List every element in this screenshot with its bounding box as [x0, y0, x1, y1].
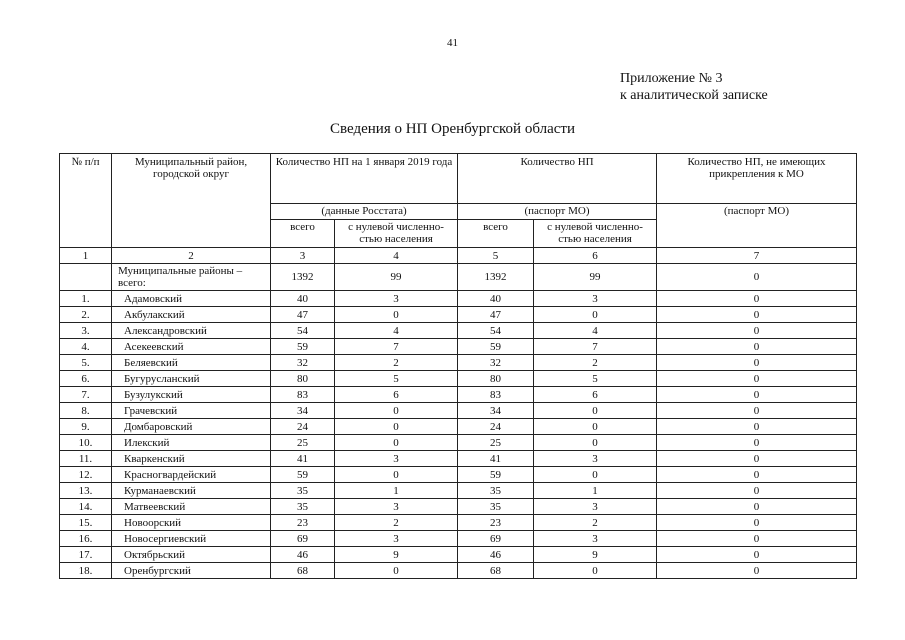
row-number-cell: 12. [60, 467, 112, 483]
district-name-cell: Асекеевский [112, 339, 271, 355]
row-number-cell: 1. [60, 291, 112, 307]
mo-zero-pop-cell: 3 [534, 499, 657, 515]
mo-total-cell: 68 [458, 563, 534, 579]
mo-zero-pop-cell: 0 [534, 435, 657, 451]
rosstat-total-cell: 24 [271, 419, 335, 435]
row-number-cell: 6. [60, 371, 112, 387]
rosstat-zero-pop-cell: 3 [335, 291, 458, 307]
district-name-cell: Новоорский [112, 515, 271, 531]
row-number-cell: 14. [60, 499, 112, 515]
row-number-cell: 9. [60, 419, 112, 435]
district-name-cell: Матвеевский [112, 499, 271, 515]
total-rosstat-total: 1392 [271, 264, 335, 291]
mo-total-cell: 54 [458, 323, 534, 339]
table-row [60, 307, 857, 323]
row-number-cell: 18. [60, 563, 112, 579]
no-attachment-cell: 0 [657, 435, 857, 451]
column-number: 4 [335, 248, 458, 264]
no-attachment-cell: 0 [657, 371, 857, 387]
row-number-cell: 8. [60, 403, 112, 419]
header-mo-zero-pop: с нулевой численно-стью населения [534, 220, 657, 248]
mo-total-cell: 83 [458, 387, 534, 403]
table-row [60, 387, 857, 403]
rosstat-total-cell: 46 [271, 547, 335, 563]
row-number-cell: 7. [60, 387, 112, 403]
settlements-table [59, 153, 857, 579]
header-district: Муниципальный район, городской округ [112, 154, 271, 248]
mo-total-cell: 59 [458, 467, 534, 483]
row-number-cell: 10. [60, 435, 112, 451]
column-number: 1 [60, 248, 112, 264]
column-number: 3 [271, 248, 335, 264]
appendix-note [620, 70, 768, 104]
total-mo-total: 1392 [458, 264, 534, 291]
no-attachment-cell: 0 [657, 563, 857, 579]
column-number: 2 [112, 248, 271, 264]
rosstat-zero-pop-cell: 0 [335, 419, 458, 435]
column-number: 5 [458, 248, 534, 264]
rosstat-zero-pop-cell: 1 [335, 483, 458, 499]
rosstat-total-cell: 35 [271, 483, 335, 499]
row-number-cell: 17. [60, 547, 112, 563]
mo-zero-pop-cell: 6 [534, 387, 657, 403]
no-attachment-cell: 0 [657, 483, 857, 499]
header-no-attachment-source: (паспорт МО) [657, 204, 857, 248]
row-number-cell: 5. [60, 355, 112, 371]
rosstat-total-cell: 59 [271, 339, 335, 355]
rosstat-zero-pop-cell: 3 [335, 531, 458, 547]
row-number-cell: 3. [60, 323, 112, 339]
no-attachment-cell: 0 [657, 451, 857, 467]
rosstat-zero-pop-cell: 0 [335, 403, 458, 419]
rosstat-total-cell: 69 [271, 531, 335, 547]
rosstat-zero-pop-cell: 0 [335, 435, 458, 451]
mo-zero-pop-cell: 3 [534, 291, 657, 307]
no-attachment-cell: 0 [657, 515, 857, 531]
table-row [60, 467, 857, 483]
mo-zero-pop-cell: 3 [534, 451, 657, 467]
no-attachment-cell: 0 [657, 531, 857, 547]
mo-zero-pop-cell: 3 [534, 531, 657, 547]
header-no-attachment: Количество НП, не имеющих прикрепления к МО [657, 154, 857, 204]
header-rosstat-group: Количество НП на 1 января 2019 года [271, 154, 458, 204]
table-row [60, 291, 857, 307]
rosstat-total-cell: 41 [271, 451, 335, 467]
header-rosstat-source: (данные Росстата) [271, 204, 458, 220]
district-name-cell: Акбулакский [112, 307, 271, 323]
no-attachment-cell: 0 [657, 323, 857, 339]
district-name-cell: Беляевский [112, 355, 271, 371]
mo-zero-pop-cell: 2 [534, 355, 657, 371]
mo-zero-pop-cell: 2 [534, 515, 657, 531]
district-name-cell: Красногвардейский [112, 467, 271, 483]
district-name-cell: Илекский [112, 435, 271, 451]
row-number-cell: 2. [60, 307, 112, 323]
table-row [60, 419, 857, 435]
rosstat-zero-pop-cell: 9 [335, 547, 458, 563]
rosstat-total-cell: 68 [271, 563, 335, 579]
rosstat-total-cell: 80 [271, 371, 335, 387]
table-row [60, 483, 857, 499]
mo-total-cell: 25 [458, 435, 534, 451]
total-no-attachment: 0 [657, 264, 857, 291]
header-mo-source: (паспорт МО) [458, 204, 657, 220]
mo-total-cell: 32 [458, 355, 534, 371]
header-rosstat-zero-pop: с нулевой численно-стью населения [335, 220, 458, 248]
header-mo-total: всего [458, 220, 534, 248]
rosstat-zero-pop-cell: 0 [335, 467, 458, 483]
mo-zero-pop-cell: 9 [534, 547, 657, 563]
mo-total-cell: 47 [458, 307, 534, 323]
column-number: 7 [657, 248, 857, 264]
rosstat-zero-pop-cell: 3 [335, 451, 458, 467]
appendix-line1: Приложение № 3 [620, 71, 723, 86]
mo-total-cell: 59 [458, 339, 534, 355]
mo-zero-pop-cell: 0 [534, 467, 657, 483]
mo-zero-pop-cell: 4 [534, 323, 657, 339]
district-name-cell: Домбаровский [112, 419, 271, 435]
rosstat-zero-pop-cell: 4 [335, 323, 458, 339]
mo-total-cell: 34 [458, 403, 534, 419]
table-row [60, 403, 857, 419]
district-name-cell: Бузулукский [112, 387, 271, 403]
mo-zero-pop-cell: 0 [534, 419, 657, 435]
row-number-cell: 4. [60, 339, 112, 355]
table-row [60, 323, 857, 339]
table-row [60, 371, 857, 387]
mo-zero-pop-cell: 7 [534, 339, 657, 355]
row-number-cell: 11. [60, 451, 112, 467]
row-number-cell: 16. [60, 531, 112, 547]
rosstat-zero-pop-cell: 0 [335, 307, 458, 323]
total-row [60, 264, 857, 291]
total-label: Муниципальные районы – всего: [112, 264, 271, 291]
mo-total-cell: 46 [458, 547, 534, 563]
no-attachment-cell: 0 [657, 387, 857, 403]
mo-total-cell: 23 [458, 515, 534, 531]
rosstat-total-cell: 25 [271, 435, 335, 451]
mo-zero-pop-cell: 1 [534, 483, 657, 499]
rosstat-total-cell: 40 [271, 291, 335, 307]
rosstat-total-cell: 54 [271, 323, 335, 339]
district-name-cell: Александровский [112, 323, 271, 339]
page-number: 41 [447, 37, 458, 49]
row-number-cell: 13. [60, 483, 112, 499]
rosstat-total-cell: 59 [271, 467, 335, 483]
rosstat-zero-pop-cell: 2 [335, 355, 458, 371]
total-num-cell [60, 264, 112, 291]
no-attachment-cell: 0 [657, 547, 857, 563]
no-attachment-cell: 0 [657, 307, 857, 323]
district-name-cell: Оренбургский [112, 563, 271, 579]
rosstat-total-cell: 34 [271, 403, 335, 419]
rosstat-total-cell: 35 [271, 499, 335, 515]
table-row [60, 547, 857, 563]
no-attachment-cell: 0 [657, 467, 857, 483]
mo-total-cell: 35 [458, 483, 534, 499]
rosstat-zero-pop-cell: 7 [335, 339, 458, 355]
table-row [60, 355, 857, 371]
rosstat-zero-pop-cell: 6 [335, 387, 458, 403]
rosstat-total-cell: 47 [271, 307, 335, 323]
mo-total-cell: 69 [458, 531, 534, 547]
rosstat-zero-pop-cell: 3 [335, 499, 458, 515]
column-number-row [60, 248, 857, 264]
mo-total-cell: 24 [458, 419, 534, 435]
district-name-cell: Адамовский [112, 291, 271, 307]
no-attachment-cell: 0 [657, 355, 857, 371]
district-name-cell: Новосергиевский [112, 531, 271, 547]
no-attachment-cell: 0 [657, 499, 857, 515]
mo-zero-pop-cell: 0 [534, 563, 657, 579]
rosstat-zero-pop-cell: 0 [335, 563, 458, 579]
mo-zero-pop-cell: 0 [534, 403, 657, 419]
district-name-cell: Бугурусланский [112, 371, 271, 387]
column-number: 6 [534, 248, 657, 264]
mo-total-cell: 80 [458, 371, 534, 387]
no-attachment-cell: 0 [657, 419, 857, 435]
no-attachment-cell: 0 [657, 339, 857, 355]
rosstat-zero-pop-cell: 2 [335, 515, 458, 531]
table-row [60, 451, 857, 467]
document-title: Сведения о НП Оренбургской области [330, 121, 575, 137]
total-mo-zero-pop: 99 [534, 264, 657, 291]
table-row [60, 499, 857, 515]
mo-zero-pop-cell: 0 [534, 307, 657, 323]
table-row [60, 515, 857, 531]
rosstat-total-cell: 83 [271, 387, 335, 403]
table-row [60, 563, 857, 579]
district-name-cell: Грачевский [112, 403, 271, 419]
mo-total-cell: 40 [458, 291, 534, 307]
appendix-line2: к аналитической записке [620, 88, 768, 103]
mo-total-cell: 35 [458, 499, 534, 515]
rosstat-zero-pop-cell: 5 [335, 371, 458, 387]
table-row [60, 435, 857, 451]
district-name-cell: Октябрьский [112, 547, 271, 563]
total-rosstat-zero-pop: 99 [335, 264, 458, 291]
district-name-cell: Кваркенский [112, 451, 271, 467]
district-name-cell: Курманаевский [112, 483, 271, 499]
rosstat-total-cell: 23 [271, 515, 335, 531]
table-row [60, 531, 857, 547]
row-number-cell: 15. [60, 515, 112, 531]
header-mo-group: Количество НП [458, 154, 657, 204]
no-attachment-cell: 0 [657, 403, 857, 419]
rosstat-total-cell: 32 [271, 355, 335, 371]
no-attachment-cell: 0 [657, 291, 857, 307]
mo-total-cell: 41 [458, 451, 534, 467]
header-rosstat-total: всего [271, 220, 335, 248]
table-row [60, 339, 857, 355]
header-num: № п/п [60, 154, 112, 248]
mo-zero-pop-cell: 5 [534, 371, 657, 387]
